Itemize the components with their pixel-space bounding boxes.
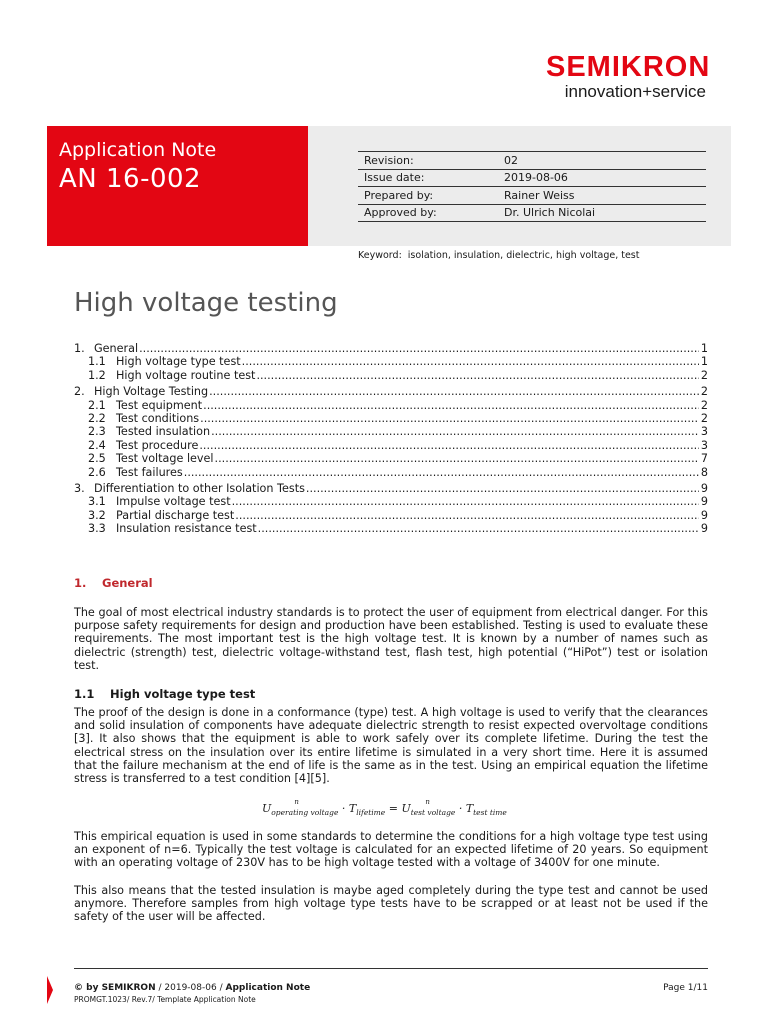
document-meta-table	[358, 151, 706, 222]
toc-text: Test procedure	[116, 438, 199, 452]
toc-entry[interactable]	[74, 509, 708, 522]
logo-wordmark: SEMIKRON	[546, 51, 711, 83]
toc-entry[interactable]	[74, 369, 708, 382]
lifetime-equation	[262, 798, 507, 817]
footer-separator: /	[158, 983, 162, 993]
toc-page: 3	[700, 425, 708, 439]
application-note-number: AN 16-002	[59, 164, 202, 194]
application-note-box	[47, 126, 308, 246]
keyword-line	[358, 250, 639, 261]
toc-number: 3.1	[88, 495, 106, 509]
formula-exponent: n	[294, 798, 299, 806]
toc-leader	[232, 495, 699, 508]
toc-text: Impulse voltage test	[116, 495, 231, 509]
formula-sub-test-voltage: test voltage	[410, 808, 456, 817]
formula-exponent: n	[425, 798, 430, 806]
toc-leader	[211, 425, 699, 438]
logo-tagline: innovation+service	[564, 82, 706, 101]
toc-number: 2.3	[88, 425, 106, 439]
toc-leader	[306, 482, 699, 495]
toc-number: 1.	[74, 342, 85, 355]
toc-leader	[199, 439, 699, 452]
meta-row-approved-by	[358, 204, 706, 222]
semikron-logo	[546, 51, 711, 101]
toc-number: 2.2	[88, 411, 106, 425]
toc-entry[interactable]	[74, 439, 708, 452]
toc-text: High Voltage Testing	[94, 385, 209, 399]
footer-doc-type: Application Note	[225, 983, 311, 993]
toc-entry[interactable]	[74, 466, 708, 479]
toc-page: 1	[700, 342, 708, 355]
subsection-title: High voltage type test	[110, 687, 256, 701]
toc-entry[interactable]	[74, 522, 708, 535]
toc-leader	[256, 369, 699, 382]
formula-t: T	[465, 802, 474, 815]
section-title: General	[102, 576, 153, 590]
toc-text: Tested insulation	[116, 425, 211, 439]
exponent-paragraph: This empirical equation is used in some standards to determine the conditions for a high voltage type test using an exponent of n=6. Typically the test voltage is calculated for an expected lifetime of 20 years. So equipment with an operating voltage of 230V has to be high voltage tested with a voltage of 3400V for one minute.	[74, 830, 708, 870]
toc-page: 2	[700, 398, 708, 412]
toc-leader	[242, 355, 699, 368]
formula-sub-operating-voltage: operating voltage	[271, 808, 339, 817]
toc-number: 2.4	[88, 438, 106, 452]
meta-key: Prepared by:	[358, 187, 498, 205]
formula-dot: ·	[458, 802, 463, 815]
toc-page: 2	[700, 368, 708, 382]
footer-red-triangle	[47, 976, 53, 1004]
toc-entry[interactable]	[74, 412, 708, 425]
meta-row-revision	[358, 152, 706, 170]
footer-divider	[74, 968, 708, 969]
subsection-number: 1.1	[74, 687, 95, 701]
toc-text: Test equipment	[116, 398, 203, 412]
toc-number: 3.2	[88, 508, 106, 522]
formula-sub-test-time: test time	[473, 808, 507, 817]
toc-entry[interactable]	[74, 482, 708, 495]
meta-key: Issue date:	[358, 169, 498, 187]
aging-paragraph: This also means that the tested insulation is maybe aged completely during the type test and cannot be used anymore. Therefore samples from high voltage type tests have to be scrapped or at least not be used if the safety of the user will be affected.	[74, 884, 708, 924]
meta-row-issue-date	[358, 169, 706, 187]
toc-text: Test conditions	[116, 411, 200, 425]
toc-number: 2.5	[88, 452, 106, 466]
section-heading-general	[74, 576, 153, 590]
toc-number: 2.1	[88, 398, 106, 412]
footer-template: PROMGT.1023/ Rev.7/ Template Application Note	[74, 995, 256, 1004]
toc-leader	[209, 385, 699, 398]
toc-number: 2.	[74, 385, 85, 399]
toc-leader	[184, 466, 699, 479]
meta-row-prepared-by	[358, 187, 706, 205]
toc-text: High voltage type test	[116, 355, 241, 369]
toc-entry[interactable]	[74, 452, 708, 465]
type-test-paragraph: The proof of the design is done in a conformance (type) test. A high voltage is used to verify that the clearances and solid insulation of components have adequate dielectric strength to resist expected overvoltage conditions [3]. It also shows that the equipment is able to work safely over its complete lifetime. During the test the electrical stress on the insulation over its entire lifetime is simulated in a very short time. Here it is assumed that the failure mechanism at the end of life is the same as in the test. Using an empirical equation the lifetime stress is transferred to a test condition [4][5].	[74, 706, 708, 786]
footer-copyright: © by SEMIKRON	[74, 983, 156, 993]
meta-value: Rainer Weiss	[498, 187, 706, 205]
toc-page: 3	[700, 438, 708, 452]
toc-page: 9	[700, 508, 708, 522]
toc-entry[interactable]	[74, 399, 708, 412]
footer-page-number: Page 1/11	[663, 983, 708, 993]
footer-separator: /	[219, 983, 223, 993]
toc-page: 9	[700, 481, 708, 495]
toc-leader	[258, 522, 699, 535]
meta-key: Approved by:	[358, 204, 498, 222]
section-number: 1.	[74, 576, 87, 590]
toc-page: 7	[700, 452, 708, 466]
formula-u: U	[262, 802, 272, 815]
toc-page: 2	[700, 385, 708, 399]
toc-text: Differentiation to other Isolation Tests	[94, 481, 305, 495]
toc-entry[interactable]	[74, 495, 708, 508]
toc-page: 2	[700, 411, 708, 425]
formula-sub-lifetime: lifetime	[356, 808, 386, 817]
toc-number: 1.1	[88, 355, 106, 369]
footer-date: 2019-08-06	[164, 983, 217, 993]
toc-text: High voltage routine test	[116, 368, 256, 382]
toc-text: Test voltage level	[116, 452, 214, 466]
toc-leader	[215, 452, 699, 465]
meta-value: 2019-08-06	[498, 169, 706, 187]
footer-info	[74, 983, 310, 993]
subsection-heading-type-test	[74, 687, 255, 701]
toc-text: Test failures	[116, 465, 183, 479]
toc-leader	[200, 412, 699, 425]
toc-entry[interactable]	[74, 355, 708, 368]
toc-number: 3.3	[88, 522, 106, 536]
document-title: High voltage testing	[74, 288, 338, 318]
toc-leader	[235, 509, 699, 522]
toc-number: 2.6	[88, 465, 106, 479]
keyword-label: Keyword:	[358, 250, 402, 261]
meta-key: Revision:	[358, 152, 498, 170]
toc-entry[interactable]	[74, 385, 708, 398]
meta-value: Dr. Ulrich Nicolai	[498, 204, 706, 222]
toc-page: 8	[700, 465, 708, 479]
general-paragraph: The goal of most electrical industry standards is to protect the user of equipment from electrical danger. For this purpose safety requirements for design and production have been established. Testing is used to evaluate these requirements. The most important test is the high voltage test. It is known by a number of names such as dielectric (strength) test, dielectric voltage-withstand test, flash test, high potential (“HiPot”) test or isolation test.	[74, 606, 708, 672]
formula-u: U	[401, 802, 411, 815]
toc-text: Insulation resistance test	[116, 522, 257, 536]
toc-page: 9	[700, 495, 708, 509]
toc-leader	[203, 399, 699, 412]
toc-text: Partial discharge test	[116, 508, 235, 522]
toc-number: 1.2	[88, 368, 106, 382]
formula-t: T	[348, 802, 357, 815]
keyword-value: isolation, insulation, dielectric, high voltage, test	[407, 250, 640, 261]
toc-page: 1	[700, 355, 708, 369]
toc-entry[interactable]	[74, 342, 708, 355]
toc-leader	[139, 342, 699, 355]
toc-page: 9	[700, 522, 708, 536]
formula-dot: ·	[341, 802, 346, 815]
toc-entry[interactable]	[74, 425, 708, 438]
meta-value: 02	[498, 152, 706, 170]
toc-text: General	[94, 342, 139, 355]
toc-number: 3.	[74, 481, 85, 495]
application-note-label: Application Note	[59, 139, 217, 161]
formula-equals: =	[388, 802, 398, 815]
table-of-contents	[74, 342, 708, 535]
